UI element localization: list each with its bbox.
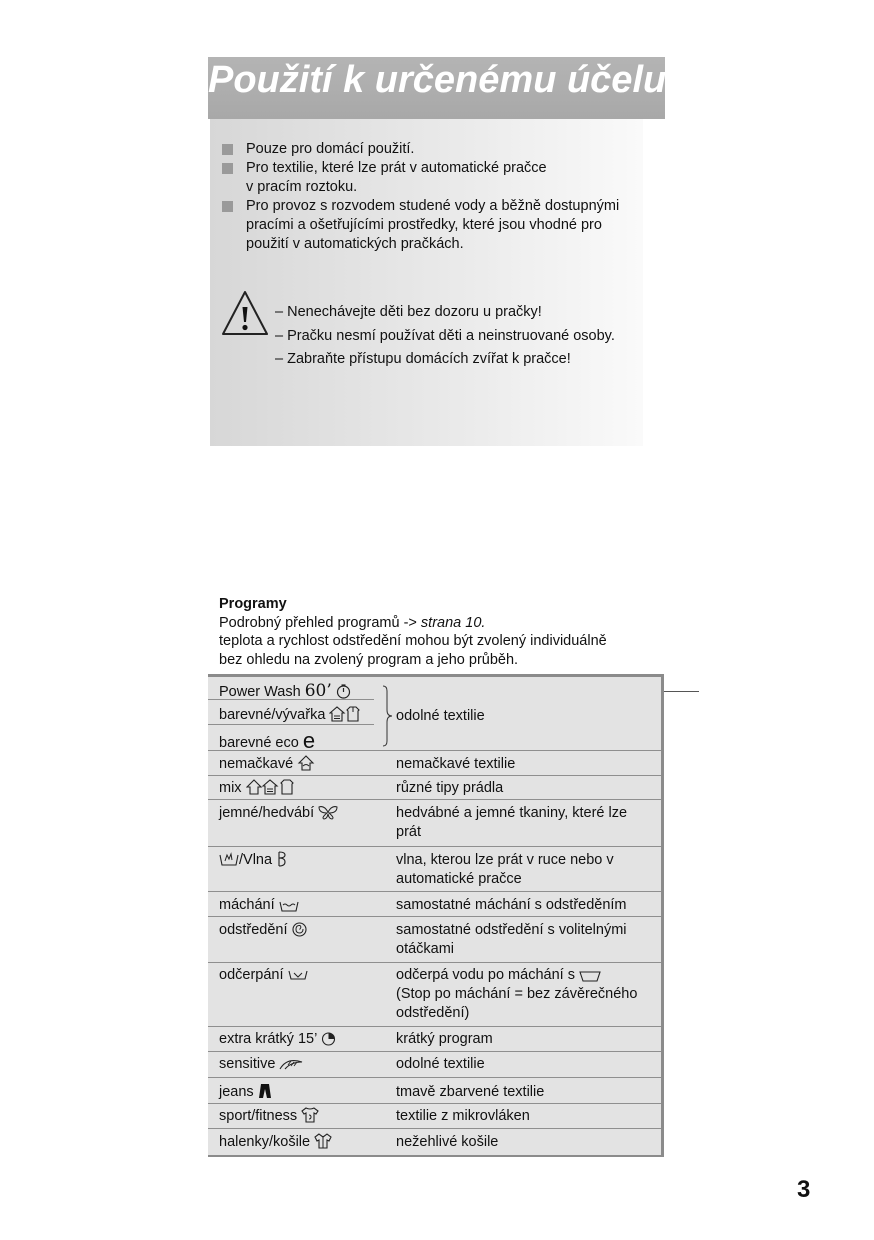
row-divider bbox=[208, 1103, 661, 1104]
bullet-square-icon bbox=[222, 201, 233, 212]
warning-triangle-icon bbox=[221, 289, 269, 337]
jeans-icon bbox=[258, 1083, 272, 1099]
row-divider bbox=[208, 1077, 661, 1078]
row-divider bbox=[208, 799, 661, 800]
colored-laundry-icon bbox=[329, 706, 361, 722]
warning-item: – Pračku nesmí používat děti a neinstruované osoby. bbox=[275, 327, 615, 344]
row-divider bbox=[208, 916, 661, 917]
wool-icon bbox=[276, 851, 288, 867]
row-divider bbox=[208, 1026, 661, 1027]
program-power-wash: Power Wash 60’ bbox=[219, 682, 351, 702]
eco-icon: e bbox=[302, 728, 316, 753]
program-desc: odolné textilie bbox=[396, 708, 485, 724]
program-desc: textilie z mikrovláken bbox=[396, 1108, 530, 1124]
usage-item: Pouze pro domácí použití. bbox=[222, 140, 662, 159]
row-divider bbox=[208, 962, 661, 963]
program-name: sensitive bbox=[219, 1055, 303, 1074]
programs-note-1: teplota a rychlost odstředění mohou být zvolený individuálně bbox=[219, 633, 607, 649]
quick-timer-icon bbox=[321, 1031, 336, 1046]
bullet-square-icon bbox=[222, 163, 233, 174]
row-divider bbox=[208, 775, 661, 776]
program-name: sport/fitness bbox=[219, 1107, 319, 1126]
programs-reference: Podrobný přehled programů -> strana 10. bbox=[219, 614, 486, 631]
program-name: odstředění bbox=[219, 921, 307, 940]
program-name: jeans bbox=[219, 1083, 272, 1102]
usage-list bbox=[222, 140, 662, 254]
page-title: Použití k určenému účelu bbox=[208, 59, 667, 101]
hand-wash-icon bbox=[219, 852, 239, 867]
page-link[interactable]: strana 10. bbox=[420, 614, 486, 631]
programs-heading: Programy bbox=[219, 596, 287, 612]
group-brace-icon bbox=[380, 685, 396, 747]
program-name: mix bbox=[219, 779, 296, 798]
sport-shirt-icon bbox=[301, 1107, 319, 1123]
program-desc: odolné textilie bbox=[396, 1056, 485, 1072]
program-name: nemačkavé bbox=[219, 755, 315, 774]
program-desc: nemačkavé textilie bbox=[396, 756, 516, 772]
usage-item: Pro textilie, které lze prát v automatické pračce v pracím roztoku. bbox=[222, 159, 662, 197]
program-name: máchání bbox=[219, 896, 299, 915]
warning-item: – Zabraňte přístupu domácích zvířat k pračce! bbox=[275, 351, 571, 367]
warning-item: – Nenechávejte děti bez dozoru u pračky! bbox=[275, 304, 542, 320]
rinse-icon bbox=[279, 900, 299, 912]
row-divider bbox=[208, 1051, 661, 1052]
row-divider bbox=[208, 846, 661, 847]
spin-icon bbox=[292, 922, 307, 937]
shirt-icon bbox=[314, 1133, 332, 1149]
program-desc: hedvábné a jemné tkaniny, které lze prát bbox=[396, 805, 628, 840]
easy-care-icon bbox=[297, 755, 315, 771]
title-bar bbox=[208, 57, 665, 119]
side-marker-line bbox=[664, 691, 699, 692]
program-name: jemné/hedvábí bbox=[219, 804, 338, 823]
butterfly-icon bbox=[318, 805, 338, 820]
drain-icon bbox=[288, 968, 308, 982]
program-desc: nežehlivé košile bbox=[396, 1134, 499, 1150]
program-colored-boil: barevné/vývařka bbox=[219, 706, 361, 725]
program-colored-eco: barevné eco e bbox=[219, 728, 316, 753]
mix-icon bbox=[246, 779, 296, 795]
row-divider bbox=[208, 1128, 661, 1129]
program-desc: samostatné odstředění s volitelnými otáčkami bbox=[396, 922, 627, 957]
program-name: /Vlna bbox=[219, 851, 288, 870]
program-desc: krátký program bbox=[396, 1031, 493, 1047]
program-desc: různé tipy prádla bbox=[396, 780, 504, 796]
warning-list bbox=[275, 301, 615, 372]
program-desc: vlna, kterou lze prát v ruce nebo v automatické pračce bbox=[396, 852, 614, 887]
timer-icon bbox=[336, 684, 351, 699]
program-desc: odčerpá vodu po máchání s (Stop po máchání = bez závěrečného odstředění) bbox=[396, 967, 638, 1021]
programs-note-2: bez ohledu na zvolený program a jeho průběh. bbox=[219, 651, 519, 668]
page-number: 3 bbox=[797, 1176, 811, 1203]
usage-item: Pro provoz s rozvodem studené vody a běžně dostupnými pracími a ošetřujícími prostředky, které jsou vhodné pro použití v automatických pračkách. bbox=[222, 197, 662, 254]
sensitive-feather-icon bbox=[279, 1057, 303, 1071]
program-name: odčerpání bbox=[219, 966, 308, 985]
program-desc: samostatné máchání s odstředěním bbox=[396, 897, 627, 913]
programs-intro bbox=[219, 595, 679, 669]
bullet-square-icon bbox=[222, 144, 233, 155]
row-divider bbox=[208, 891, 661, 892]
program-name: halenky/košile bbox=[219, 1133, 332, 1152]
program-desc: tmavě zbarvené textilie bbox=[396, 1084, 545, 1100]
program-name: extra krátký 15’ bbox=[219, 1030, 336, 1049]
wash-tub-icon bbox=[579, 970, 601, 982]
programs-table bbox=[208, 674, 664, 1157]
